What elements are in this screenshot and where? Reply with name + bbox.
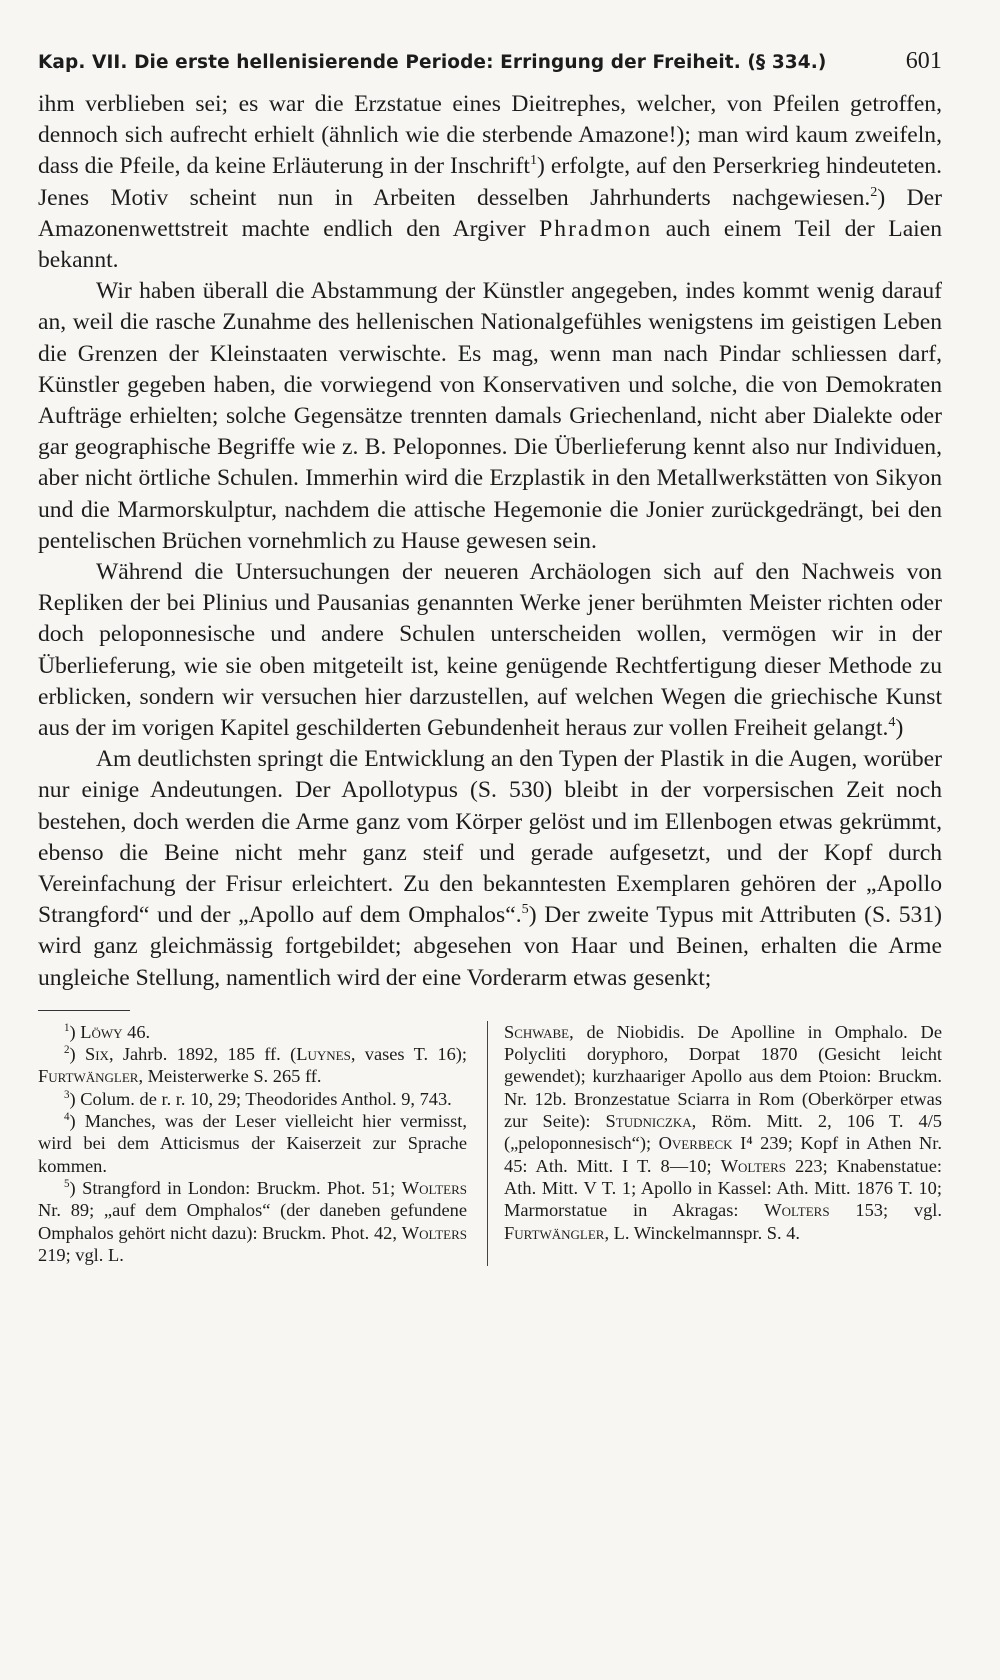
author-name: Luynes bbox=[296, 1044, 351, 1065]
text-run: 223; Knabenstatue: Ath. Mitt. V T. 1; Apollo in Kassel: Ath. Mitt. 1876 T. 10; Marmorstatue in Akragas: bbox=[504, 1155, 942, 1221]
author-name: Furtwängler bbox=[504, 1222, 605, 1243]
author-name: Furtwängler bbox=[38, 1066, 139, 1087]
author-name: Schwabe bbox=[504, 1021, 570, 1042]
author-name: Löwy bbox=[80, 1021, 123, 1042]
text-run: Nr. 89; „auf dem Omphalos“ (der daneben gefundene Omphalos gehört nicht dazu): Bruckm. Phot. 42, bbox=[38, 1200, 467, 1243]
footnotes bbox=[38, 1021, 942, 1266]
footnote-marker: 3 bbox=[64, 1088, 70, 1101]
text-run: auch einem Teil der Laien bekannt. bbox=[38, 215, 943, 274]
footnote bbox=[38, 1177, 467, 1266]
paragraph bbox=[38, 557, 942, 744]
paragraph bbox=[38, 89, 942, 276]
paragraph bbox=[38, 744, 942, 994]
text-run: Wir haben überall die Abstammung der Künstler angegeben, indes kommt wenig darauf an, weil die rasche Zunahme des hellenischen Nationalgefühles wenigstens im geistigen Leben die Grenzen der Kleinstaaten verwischte. Es mag, wenn man nach Pindar schliessen darf, Künstler gegeben haben, die vorwiegend von Konservativen und solche, die von Demokraten Aufträge erhielten; solche Gegensätze trennten damals Griechenland, nicht aber Dialekte oder gar geographische Begriffe wie z. B. Peloponnes. Die Überlieferung kennt also nur Individuen, aber nicht örtliche Schulen. Immerhin wird die Erzplastik in den Metallwerkstätten von Sikyon und die Marmorskulptur, nachdem die attische Hegemonie die Jonier zurückgedrängt, bei den pentelischen Brüchen vornehmlich zu Hause gewesen sein. bbox=[38, 278, 942, 554]
text-run: ) Manches, was der Leser vielleicht hier vermisst, wird bei dem Atticismus der Kaiserzeit zur Sprache kommen. bbox=[38, 1111, 467, 1176]
footnote-marker: 1 bbox=[64, 1021, 70, 1034]
text-run: ihm verblieben sei; es war die Erzstatue eines Dieitrephes, welcher, von Pfeilen getroffen, dennoch sich aufrecht erhielt (ähnlich wie die sterbende Amazone!); man wird kaum zweifeln, dass die Pfeile, da keine Erläuterung in der Inschrift bbox=[38, 91, 942, 180]
footnote-marker: 4 bbox=[64, 1110, 70, 1123]
footnote-rule bbox=[38, 1010, 130, 1011]
text-run: ) erfolgte, auf den Perserkrieg hindeuteten. Jenes Motiv scheint nun in Arbeiten desselben Jahrhunderts nachgewiesen. bbox=[38, 153, 942, 211]
footnote bbox=[504, 1021, 942, 1244]
text-run: 46. bbox=[122, 1021, 151, 1042]
footnote bbox=[38, 1043, 467, 1088]
author-name: Overbeck bbox=[658, 1133, 733, 1154]
text-run: Während die Untersuchungen der neueren Archäologen sich auf den Nachweis von Repliken der bei Plinius und Pausanias genannten Werke jener berühmten Meister richten oder doch peloponnesische und andere Schulen unterscheiden wollen, vermögen wir in der Überlieferung, wie sie oben mitgeteilt ist, keine genügende Rechtfertigung dieser Methode zu erblicken, sondern wir versuchen hier darzustellen, auf welchen Wegen die griechische Kunst aus der im vorigen Kapitel geschilderten Gebundenheit heraus zur vollen Freiheit gelangt. bbox=[38, 559, 942, 742]
author-name: Six bbox=[84, 1044, 109, 1065]
text-run: ) Colum. de r. r. 10, 29; Theodorides Anthol. 9, 743. bbox=[69, 1088, 452, 1109]
main-text bbox=[38, 89, 942, 994]
author-name: Wolters bbox=[401, 1222, 467, 1243]
author-name: Studniczka bbox=[605, 1111, 692, 1132]
footnote bbox=[38, 1110, 467, 1177]
chapter-title: Kap. VII. Die erste hellenisierende Periode: Erringung der Freiheit. (§ 334.) bbox=[38, 52, 827, 73]
footnote bbox=[38, 1021, 467, 1043]
text-run: ) bbox=[69, 1044, 85, 1065]
text-run: , Röm. Mitt. 2, 106 T. 4/5 („peloponnesisch“); bbox=[504, 1111, 943, 1154]
footnote-marker: 5 bbox=[64, 1177, 70, 1190]
text-run: 153; vgl. bbox=[829, 1200, 942, 1221]
paragraph bbox=[38, 276, 942, 557]
text-run: ) bbox=[69, 1021, 81, 1042]
text-run: ) Strangford in London: Bruckm. Phot. 51; bbox=[69, 1177, 402, 1198]
text-run: , Meisterwerke S. 265 ff. bbox=[138, 1066, 322, 1087]
text-run: ) Der Amazonenwettstreit machte endlich den Argiver bbox=[38, 184, 942, 242]
footnote bbox=[38, 1088, 467, 1110]
footnote-marker: 2 bbox=[870, 183, 878, 200]
running-head bbox=[38, 48, 942, 75]
text-run: ) Der zweite Typus mit Attributen (S. 531) wird ganz gleichmässig fortgebildet; abgesehen von Haar und Beinen, erhalten die Arme ungleiche Stellung, namentlich wird der eine Vorderarm etwas gesenkt; bbox=[38, 902, 942, 991]
author-name: Wolters bbox=[764, 1200, 830, 1221]
text-run: 219; vgl. L. bbox=[38, 1244, 124, 1265]
footnote-marker: 5 bbox=[521, 901, 529, 918]
author-name: Wolters bbox=[401, 1177, 467, 1198]
footnote-marker: 2 bbox=[64, 1044, 70, 1057]
text-run: , L. Winckelmannspr. S. 4. bbox=[604, 1222, 801, 1243]
text-run: I⁴ 239; Kopf in Athen Nr. 45: Ath. Mitt. I T. 8—10; bbox=[504, 1133, 942, 1176]
text-run: , de Niobidis. De Apolline in Omphalo. De Polycliti doryphoro, Dorpat 1870 (Gesicht leicht gewendet); kurzhaariger Apollo aus dem Ptoion: Bruckm. Nr. 12b. Bronzestatue Sciarra in Rom (Oberkörper etwas zur Seite): bbox=[504, 1021, 942, 1132]
page-number: 601 bbox=[905, 48, 942, 74]
emphasized-name: Phradmon bbox=[539, 215, 653, 242]
text-run: , Jahrb. 1892, 185 ff. ( bbox=[108, 1044, 297, 1065]
text-run: Am deutlichsten springt die Entwicklung an den Typen der Plastik in die Augen, worüber nur einige Andeutungen. Der Apollotypus (S. 530) bleibt in der vorpersischen Zeit noch bestehen, doch werden die Arme ganz vom Körper gelöst und im Ellenbogen etwas gekrümmt, ebenso die Beine nicht mehr ganz steif und gerade aufgesetzt, und der Kopf durch Vereinfachung der Frisur erleichtert. Zu den bekanntesten Exemplaren gehören der „Apollo Strangford“ und der „Apollo auf dem Omphalos“. bbox=[38, 746, 942, 929]
footnote-marker: 4 bbox=[888, 714, 896, 731]
footnotes-left-column bbox=[38, 1021, 488, 1266]
footnotes-right-column bbox=[488, 1021, 942, 1266]
footnote-marker: 1 bbox=[529, 152, 538, 169]
author-name: Wolters bbox=[720, 1155, 786, 1176]
text-run: ) bbox=[895, 715, 904, 742]
text-run: , vases T. 16); bbox=[350, 1044, 467, 1065]
